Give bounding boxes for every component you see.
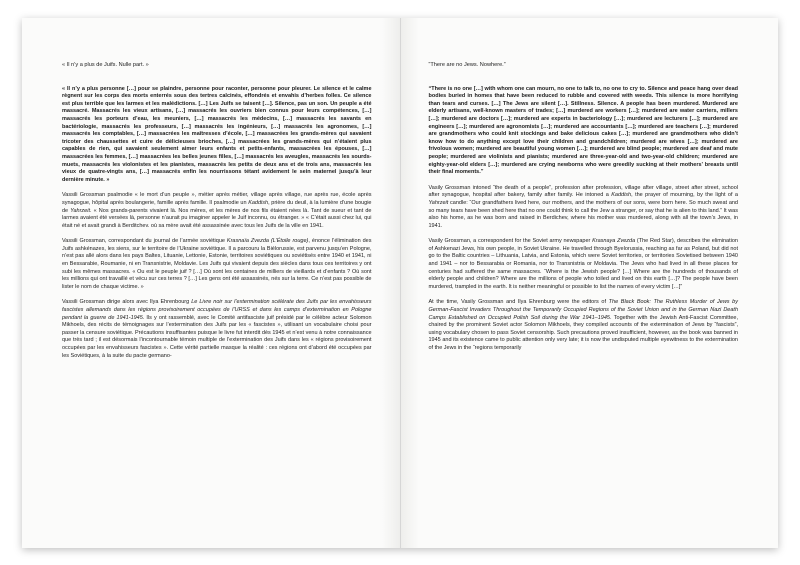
right-paragraph-1: Vasily Grossman intoned “the death of a people”, profession after profession, village after village, street after street, school after synagogue, hospital after bakery, family after family. He intoned a Kaddish, the prayer of mourning, by the light of a Yahrzeit candle: “Our grandfathers lived here, our mothers, and the mothers of our sons, were born here. So much sweat and so many tears have been shed here that no one could think to call the Jew a stranger, or say that he is alien to this land.” It was also his home, as he was born and raised in Berdichev, where his mother was murdered, along with all the town’s Jews, in 1941. (428, 184, 738, 229)
right-page-english (401, 18, 779, 548)
right-paragraph-2: Vasily Grossman, a correspondent for the Soviet army newspaper Krasnaya Zvezda (The Red Star), describes the elimination of Ashkenazi Jews, his own people, in Soviet Ukraine. He travelled through Byelorussia, reaching as far as Poland, but did not go to the Baltic countries – Lithuania, Latvia, and Estonia, which were Soviet territories, or territories Sovietised between 1940 and 1941 – nor to Bessarabia or Romania, nor to Transnistria or Moldavia. The Jews who had lived in all these places for centuries had suffered the same massacres. “Where is the Jewish people? […] Where are the hundreds of thousands of elderly people and children? Where are the millions of people who toiled and lived on this earth […]? The people have been murdered, trampled in the earth. It is neither meaningful or possible to list the names of every victim […]” (428, 238, 738, 290)
left-page-french (22, 18, 401, 548)
left-paragraph-2: Vassili Grossman, correspondant du journal de l’armée soviétique Krasnaïa Zvezda (L’Étoile rouge), énonce l’élimination des Juifs ashkénazes, les siens, sur le territoire de l’Ukraine soviétique. Il a parcouru la Biélorussie, est parvenu jusqu’en Pologne, n’est pas allé alors dans les pays Baltes, Lituanie, Lettonie, Estonie, territoires soviétiques ou soviétisés entre 1940 et 1941, ni en Bessarabie, Roumanie, ni en Transnistrie, Moldavie. Les Juifs qui vivaient depuis des siècles dans tous ces territoires y ont subi les mêmes massacres. « Ou est le peuple juif ? […] Où sont les centaines de milliers de vieillards et d’enfants ? Où sont les millions qui ont travaillé et vécu sur ces terres ? […] Les gens ont été assassinés, nés sur la terre. Ce n’est pas possible de lister le nom de chaque victime. » (62, 238, 372, 290)
left-paragraph-3: Vassili Grossman dirige alors avec Ilya Ehrenbourg Le Livre noir sur l’extermination scélérate des Juifs par les envahisseurs fascistes allemands dans les régions provisoirement occupées de l’URSS et dans les camps d’extermination en Pologne pendant la guerre de 1941-1945. Ils y ont rassemblé, avec le Comité antifasciste juif présidé par le célèbre acteur Solomon Mikhoels, des récits de témoignages sur l’extermination des Juifs par les « fascistes », utilisant un vocabulaire choisi pour passer la censure soviétique. Précautions insuffisantes puisque le livre fut interdit dès 1945 et n’est venu à notre connaissance que très tard ; il est désormais l’incontournable témoin multiple de l’extermination des Juifs dans les « régions provisoirement occupées par les envahisseurs fascistes ». Cette vérité partielle masque la réalité : ces régions ont d’abord été occupées par les Soviétiques, à la suite du pacte germano- (62, 299, 372, 359)
open-book-spread (22, 18, 778, 548)
right-page-title: “There are no Jews. Nowhere.” (428, 62, 506, 68)
left-paragraph-1: Vassili Grossman psalmodie « le mort d’un peuple », métier après métier, village après village, rue après rue, école après synagogue, hôpital après boulangerie, famille après famille. Il psalmodie un Kaddish, prière du deuil, à la lumière d’une bougie de Yahrzeit. « Nos grands-parents vivaient là. Nos mères, et les mères de nos fils étaient nées là. Tant de sueur et tant de larmes avaient été versées là, personne n’aurait pu imaginer appeler le Juif inconnu, ou étranger. » « C’était aussi chez lui, qui était né et avait grandi à Berditchev. où sa mère avait été assassinée avec tous les Juifs de la ville en 1941. (62, 192, 372, 229)
right-paragraph-3: At the time, Vasily Grossman and Ilya Ehrenburg were the editors of The Black Book: The Ruthless Murder of Jews by German-Fascist Invaders Throughout the Temporarily Occupied Regions of the Soviet Union and in the German Nazi Death Camps Established on Occupied Polish Soil during the War 1941–1945. Together with the Jewish Anti-Fascist Committee, chaired by the prominent Soviet actor Solomon Mikhoels, they compiled accounts of the extermination of Jews by “fascists”, using vocabulary chosen to pass Soviet censorship. Such precautions proved insufficient, however, as the book was banned in 1945 and its existence came to public attention only very late; it is now the undisputed multiple eyewitness to the extermination of the Jews in the “regions temporarily (428, 299, 738, 351)
right-quote-paragraph: “There is no one […] with whom one can mourn, no one to talk to, no one to cry to. Silence and peace hang over dead bodies buried in homes that have been reduced to rubble and covered with weeds. This silence is more horrifying than tears and curses. […] The Jews are silent […]. Stillness. Silence. A people has been murdered. Murdered are elderly artisans, well-known masters of trades; […] murdered are workers […]; murdered are water carriers, millers […]; murdered are doctors […]; murdered are experts in bacteriology […]; murdered are lecturers […]; murdered are engineers […]; murdered are agronomists […]; murdered are accountants […]; murdered are teachers […]; murdered are grandmothers who could knit stockings and bake delicious cakes […]; murdered are grandmothers who didn’t know how to do anything except love their children and grandchildren; murdered are wives […]; murdered are frivolous women; murdered are beautiful young women […]; murdered are blind people; murdered are deaf and mute people; murdered are violinists and pianists; murdered are three-year-old and two-year-old children; murdered are eighty-year-old elders […]; murdered are crying newborns who were greedily sucking at their mothers’ breasts until their final moments.” (428, 85, 738, 176)
left-quote-paragraph: « Il n’y a plus personne […] pour se plaindre, personne pour raconter, personne pour pleurer. Le silence et le calme règnent sur les corps des morts enterrés sous des tertres calcinés, effondrés et envahis d’herbes folles. Ce silence est plus terrible que les larmes et les malédictions. […] Les Juifs se taisent […]. Silence, pas un son. Un peuple a été massacré. Massacrés les vieux artisans, […] massacrés les ouvriers bien connus pour leurs compétences, […] massacrés les porteurs d’eau, les meuniers, […] massacrés les médecins, […] massacrés les savants en bactériologie, massacrés les professeurs, […] massacrés les ingénieurs, […] massacrés les agronomes, […] massacrés les comptables, […] massacrées les maîtresses d’école, […] massacrées les grands-mères qui savaient tricoter des chaussettes et cuire de délicieuses brioches, […] massacrées les grands-mères qui n’étaient plus capables de rien, qui savaient seulement aimer leurs enfants et petits-enfants, massacrées les épouses, […] massacrées les femmes, […] massacrées les belles jeunes filles, […] massacrés les aveugles, massacrés les sourds-muets, massacrés les violonistes et les pianistes, massacrés les petits de deux ans et de trois ans, massacrés les vieux de quatre-vingts ans, […] massacrés enfin les nourrissons tétant avidement le sein maternel jusqu’à leur dernière minute. » (62, 85, 372, 183)
left-page-title: « Il n’y a plus de Juifs. Nulle part. » (62, 62, 149, 68)
